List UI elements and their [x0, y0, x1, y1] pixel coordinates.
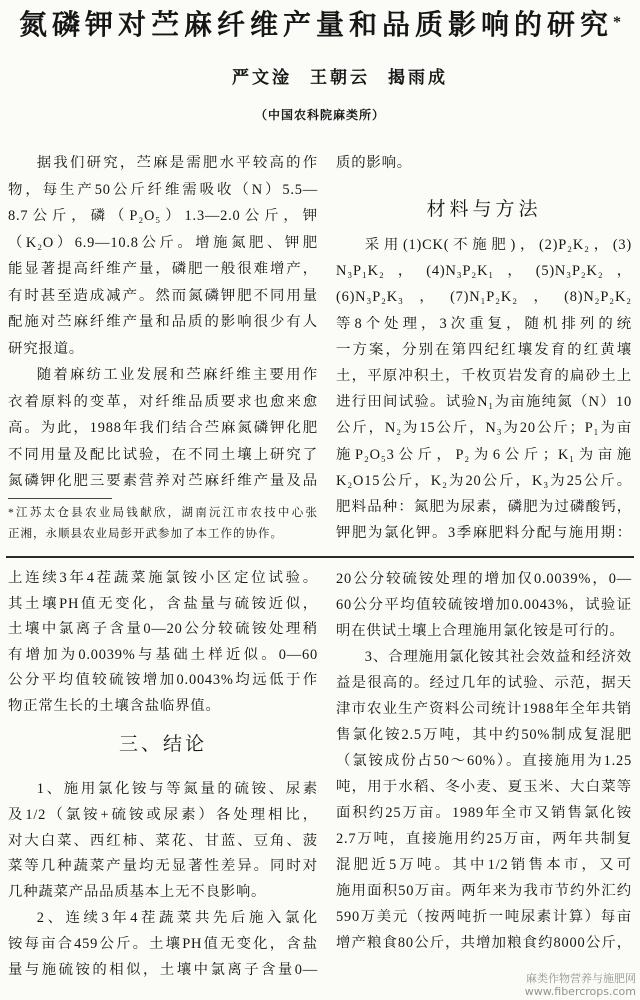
text-line: 有时甚至造成减产。然而氮磷钾肥不同用量 — [8, 287, 318, 304]
text-line: 菜等几种蔬菜产量均无显著性差异。同时对 — [8, 858, 318, 875]
methods-section — [336, 232, 632, 546]
intro-continuation — [336, 150, 632, 177]
watermark-site-name: 麻类作物营养与施肥网 — [526, 972, 636, 985]
text-line: 钾肥为氯化钾。3季麻肥料分配与施用期： — [336, 525, 632, 542]
text-line: 氮磷钾化肥三要素营养对苎麻纤维产量及品 — [8, 473, 318, 489]
paragraph — [336, 567, 632, 644]
conclusions-section — [8, 777, 318, 983]
text-line: 有增加为0.0039%与基础土样近似。0—60 — [8, 646, 318, 663]
text-line: N₃P₁K₂，(4)N₃P₂K₁，(5)N₃P₂K₂， — [336, 263, 632, 280]
watermark-url: www.fibercrops.com — [524, 985, 636, 998]
text-line: （K₂O）6.9—10.8公斤。增施氮肥、钾肥 — [8, 234, 318, 251]
text-line: 益是很高的。经过几年的试验、示范，据天 — [336, 675, 632, 692]
text-line: 8.7公斤，磷（P₂O₅）1.3—2.0公斤，钾 — [8, 208, 318, 224]
text-line: 其土壤PH值无变化，含盐量与硫铵近似， — [8, 595, 318, 612]
text-line: 质的影响。 — [336, 155, 412, 171]
watermark — [440, 972, 636, 998]
text-line: 正湘，永顺县农业局彭开武参加了本工作的协作。 — [8, 528, 283, 540]
author-name: 揭雨成 — [388, 68, 448, 87]
lower-left-continuation — [8, 566, 318, 720]
text-line: 施P₂O₅3公斤，P₂为6公斤；K₁为亩施 — [336, 446, 632, 463]
text-line: 1、施用氯化铵与等氮量的硫铵、尿素 — [36, 781, 318, 797]
text-line: 进行田间试验。试验N₁为亩施纯氮（N）10 — [336, 394, 632, 411]
text-line: 据我们研究，苎麻是需肥水平较高的作 — [36, 155, 318, 171]
text-line: 配施对苎麻纤维产量和品质的影响很少有人 — [8, 314, 318, 330]
section-divider — [6, 556, 634, 558]
text-line: 20公分较硫铵处理的增加仅0.0039%，0— — [336, 571, 632, 587]
author-name: 王朝云 — [310, 68, 370, 87]
text-line: 物，每生产50公斤纤维需吸收（N）5.5— — [8, 181, 318, 198]
text-line: 肥料品种：氮肥为尿素，磷肥为过磷酸钙， — [336, 498, 632, 515]
text-line: *江苏太仓县农业局钱献欣，湖南沅江市农技中心张 — [8, 507, 318, 519]
text-line: 面积约25万亩。1989年全市又销售氯化铵 — [336, 805, 632, 822]
paragraph — [336, 232, 632, 546]
text-line: 60公分平均值较硫铵增加0.0043%，试验证 — [336, 596, 632, 613]
text-line: 一方案，分别在第四纪红壤发育的红黄壤 — [336, 341, 632, 358]
paragraph — [8, 150, 318, 362]
text-line: 铵每亩合459公斤。土壤PH值无变化，含盐 — [8, 935, 318, 952]
text-line: 采用(1)CK(不施肥)，(2)P₂K₂，(3) — [364, 237, 632, 253]
text-line: 不同用量及配比试验，在不同土壤上研究了 — [8, 446, 318, 463]
text-line: 及1/2（氯铵+硫铵或尿素）各处理相比， — [8, 806, 318, 823]
text-line: 混肥近5万吨。其中1/2销售本市，又可 — [336, 857, 632, 874]
text-line: 量与施硫铵的相似，土壤中氯离子含量0— — [8, 961, 318, 978]
text-line: （氯铵成份占50～60%）。直接施用为1.25 — [336, 753, 632, 770]
paragraph — [8, 362, 318, 495]
text-line: 2.7万吨，直接施用约25万亩，两年共制复 — [336, 831, 632, 848]
text-line: 售氯化铵2.5万吨，其中约50%制成复混肥 — [336, 727, 632, 744]
text-line: (6)N₃P₂K₃，(7)N₁P₂K₂，(8)N₂P₂K₂ — [336, 289, 632, 306]
footnote-rule — [8, 498, 112, 499]
text-line: 吨，用于水稻、冬小麦、夏玉米、大白菜等 — [336, 779, 632, 796]
text-line: 公斤，N₂为15公斤，N₃为20公斤；P₁为亩 — [336, 420, 632, 437]
text-line: 590万美元（按两吨折一吨尿素计算）每亩 — [336, 909, 632, 926]
text-line: 2、连续3年4茬蔬菜共先后施入氯化 — [36, 909, 318, 926]
text-line: 对大白菜、西红柿、菜花、甘蓝、豆角、菠 — [8, 832, 318, 849]
text-line: 增产粮食80公斤，共增加粮食约8000公斤， — [336, 935, 632, 952]
paragraph — [336, 150, 632, 177]
text-line: 3、合理施用氯化铵其社会效益和经济效 — [364, 649, 632, 666]
article-title — [0, 6, 640, 46]
section-heading-methods: 材料与方法 — [426, 199, 542, 220]
text-line: 随着麻纺工业发展和苎麻纤维主要用作 — [36, 367, 318, 383]
affiliation: （中国农科院麻类所） — [254, 108, 385, 122]
text-line: 土，平原冲积土，千枚页岩发育的扁砂土上 — [336, 367, 632, 384]
paragraph — [8, 777, 318, 906]
paragraph — [336, 644, 632, 956]
text-line: 公分平均值较硫铵增加0.0043%均远低于作 — [8, 672, 318, 689]
text-line: 能显著提高纤维产量，磷肥一般很难增产， — [8, 261, 318, 277]
footnote — [8, 503, 318, 545]
text-line: K₂O15公斤，K₂为20公斤，K₃为25公斤。 — [336, 472, 632, 489]
text-line: 衣着原料的变革，对纤维品质要求也愈来愈 — [8, 393, 318, 410]
title-footnote-mark: * — [613, 14, 621, 31]
intro-section — [8, 150, 318, 495]
text-line: 高。为此，1988年我们结合苎麻氮磷钾化肥 — [8, 420, 318, 436]
text-line: 物正常生长的土壤含盐临界值。 — [8, 697, 221, 714]
author-list — [232, 64, 448, 92]
text-line: 施用面积50万亩。两年来为我市节约外汇约 — [336, 883, 632, 900]
text-line: 研究报道。 — [8, 340, 84, 357]
text-line: 明在供试土壤上合理施用氯化铵是可行的。 — [336, 622, 625, 639]
paragraph — [8, 906, 318, 983]
conclusions-continuation — [336, 567, 632, 956]
text-line: 土壤中氯离子含量0—20公分较硫铵处理稍 — [8, 621, 318, 638]
section-heading-conclusions: 三、结论 — [118, 734, 207, 755]
text-line: 上连续3年4茬蔬菜施氯铵小区定位试验。 — [8, 570, 318, 586]
text-line: 津市农业生产资料公司统计1988年全年共销 — [336, 701, 632, 718]
paragraph — [8, 566, 318, 720]
footnote-text — [8, 503, 318, 545]
text-line: 几种蔬菜产品品质基本上无不良影响。 — [8, 884, 267, 901]
text-line: 等8个处理，3次重复，随机排列的统 — [336, 315, 632, 332]
article-title-text: 氮磷钾对苎麻纤维产量和品质影响的研究 — [18, 10, 613, 41]
author-name: 严文淦 — [232, 68, 292, 87]
